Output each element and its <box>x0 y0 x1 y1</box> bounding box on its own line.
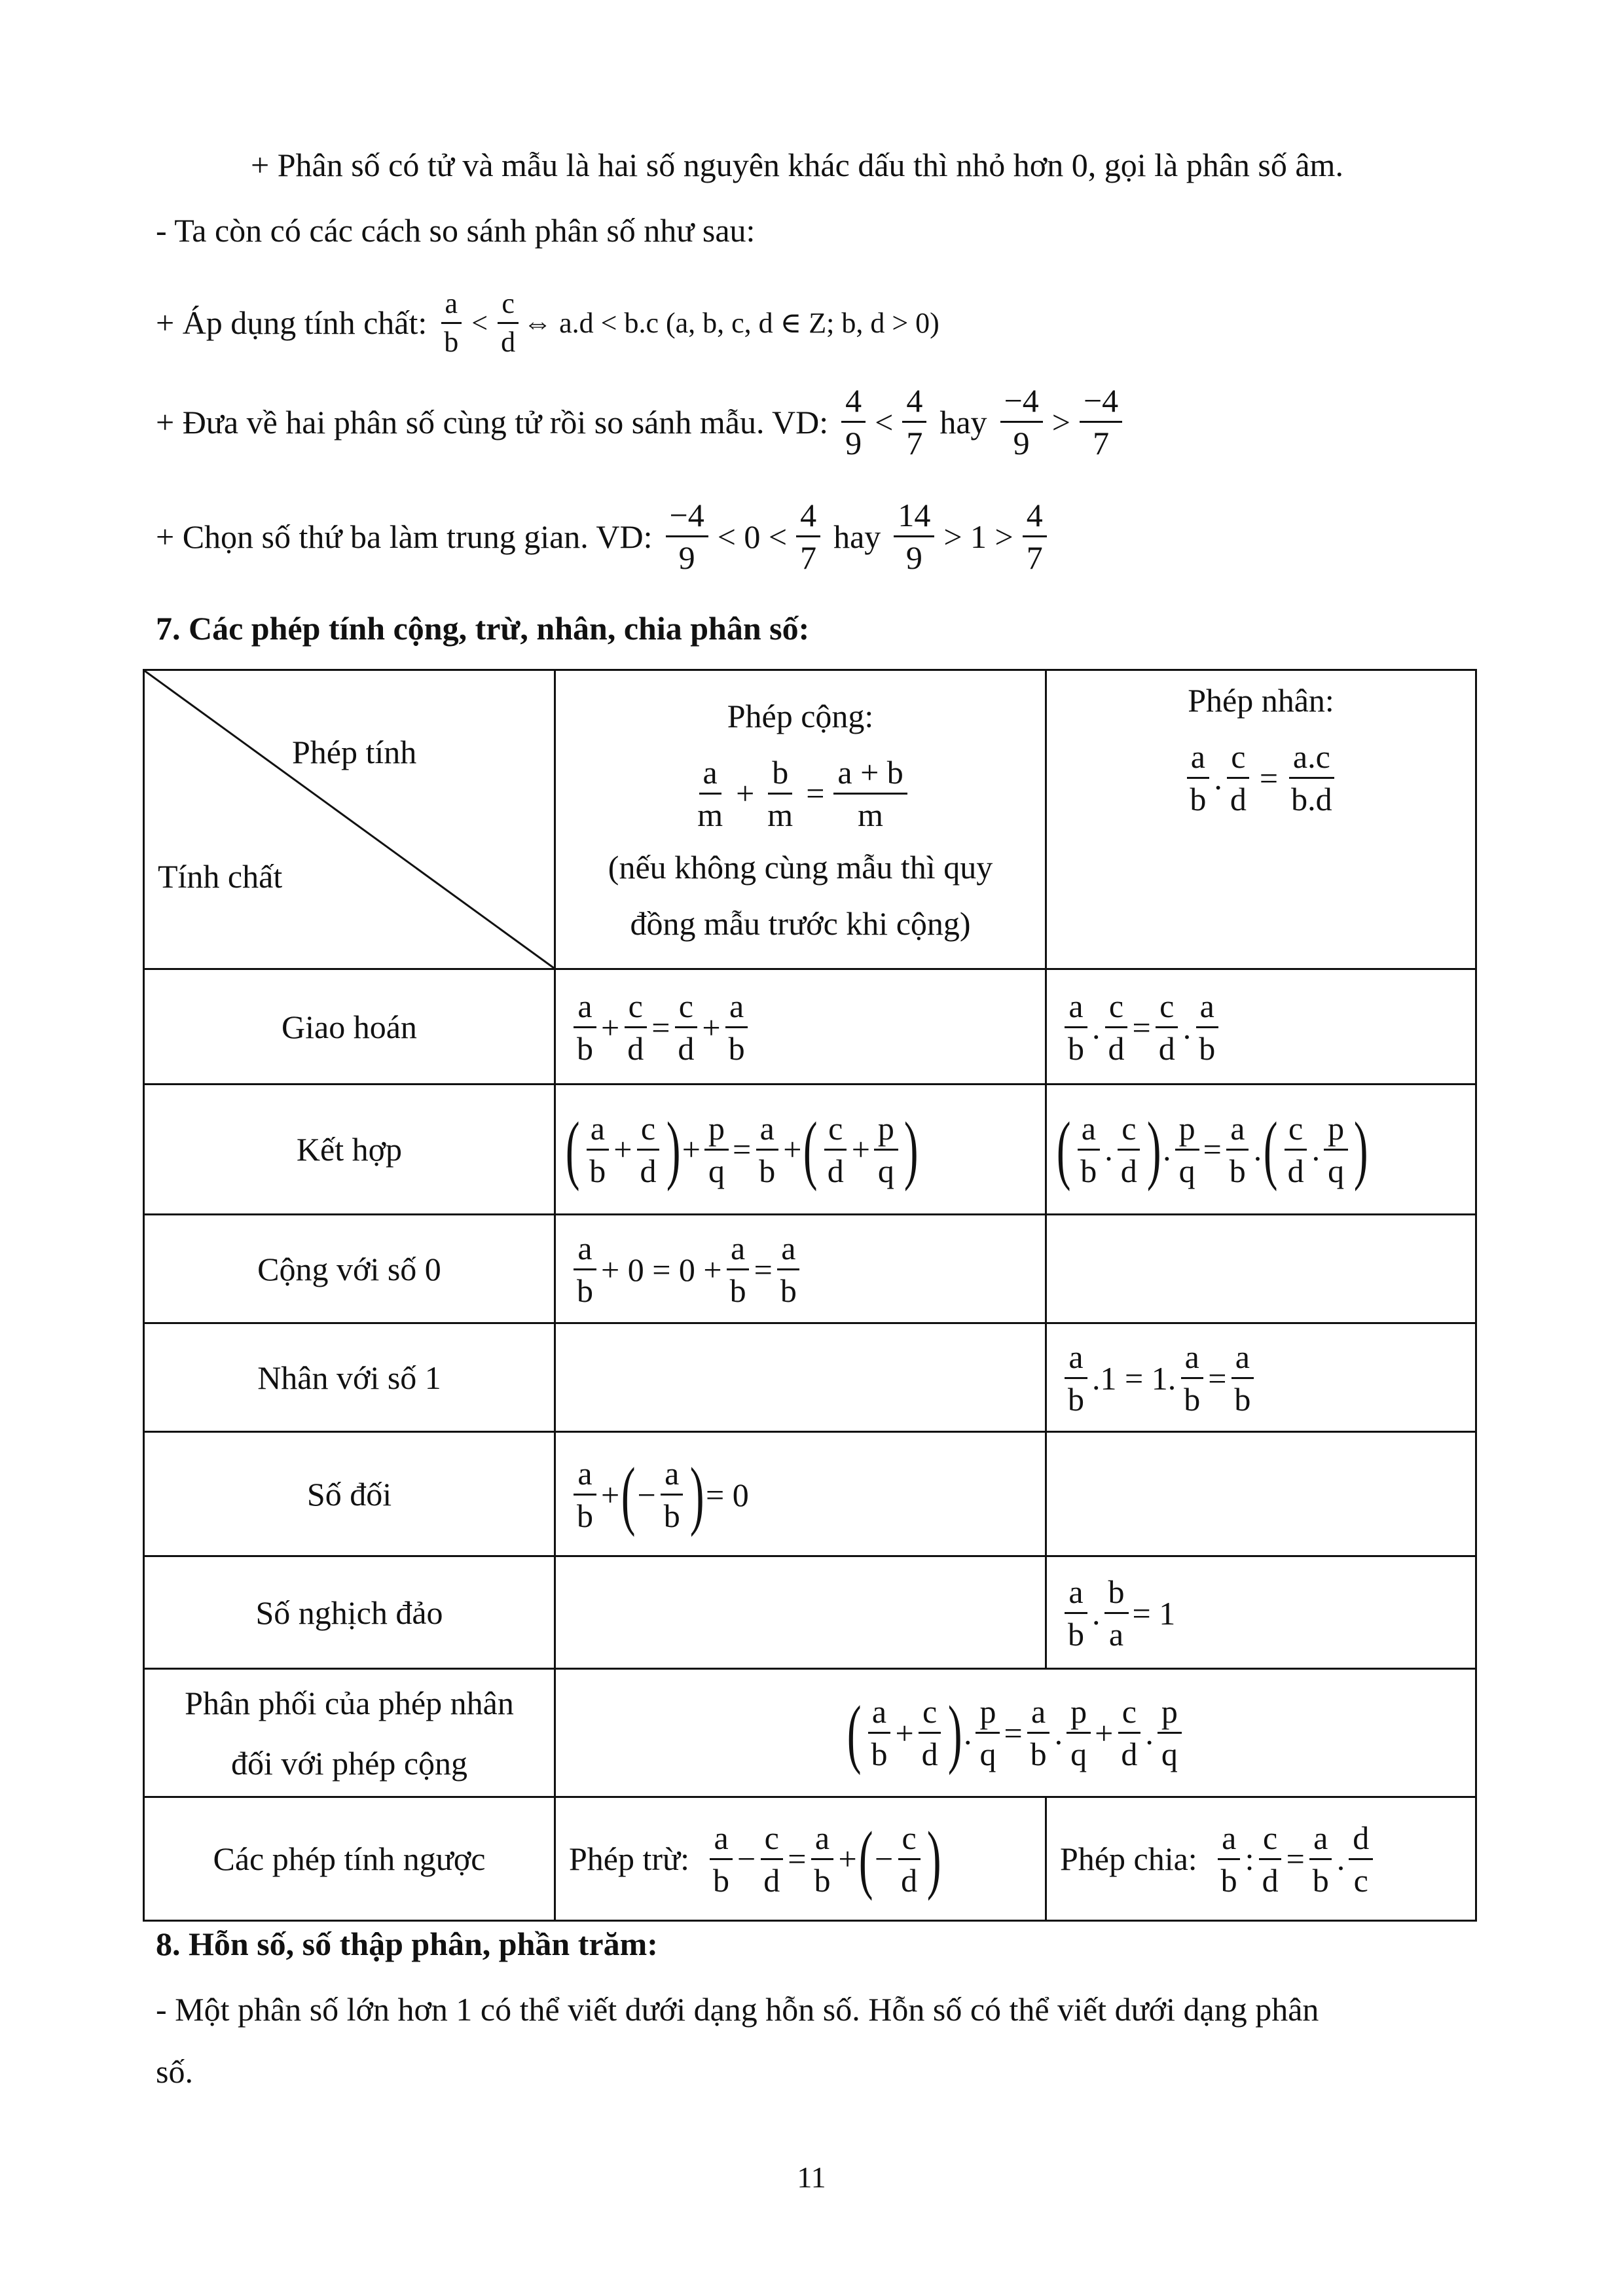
row-inverse-operations: Các phép tính ngược <box>144 1797 555 1921</box>
multiply-one-empty <box>555 1323 1046 1432</box>
add-zero-formula: $\frac{a}{b}$ + 0 = 0 + $\frac{a}{b}$ = $\frac{a}{b}$ <box>555 1215 1046 1323</box>
reciprocal-empty <box>555 1556 1046 1669</box>
multiply-one-formula: $\frac{a}{b}$ .1 = 1. $\frac{a}{b}$ = $\frac{a}{b}$ <box>1046 1323 1476 1432</box>
associative-addition: ( $\frac{a}{b}$ + $\frac{c}{d}$ ) + $\frac{p}{q}$ = $\frac{a}{b}$ + ( $\frac{c}{d}$ + $\frac{p}{q}$ ) <box>555 1085 1046 1215</box>
commutative-multiplication: $\frac{a}{b}$ . $\frac{c}{d}$ = $\frac{c}{d}$ . $\frac{a}{b}$ <box>1046 969 1476 1085</box>
same-numerator-line <box>156 383 1126 461</box>
property-prefix: + Áp dụng tính chất: <box>156 304 428 342</box>
addition-header-cell <box>555 670 1046 969</box>
associative-multiplication: ( $\frac{a}{b}$ . $\frac{c}{d}$ ) . $\frac{p}{q}$ = $\frac{a}{b}$ . ( $\frac{c}{d}$ . $\frac{p}{q}$ ) <box>1046 1085 1476 1215</box>
same-numerator-example: $\frac{4}{9}$ < $\frac{4}{7}$ hay $\frac{-4}{9}$ > $\frac{-4}{7}$ <box>837 383 1126 461</box>
subtraction-cell: Phép trừ: $\frac{a}{b}$ − $\frac{c}{d}$ = $\frac{a}{b}$ + ( − $\frac{c}{d}$ ) <box>555 1797 1046 1921</box>
row-add-zero: Cộng với số 0 <box>144 1215 555 1323</box>
page-number: 11 <box>797 2161 826 2194</box>
division-cell: Phép chia: $\frac{a}{b}$ : $\frac{c}{d}$ = $\frac{a}{b}$ . $\frac{d}{c}$ <box>1046 1797 1476 1921</box>
corner-property-label: Tính chất <box>158 858 283 895</box>
distributive-formula: ( $\frac{a}{b}$ + $\frac{c}{d}$ ) . $\frac{p}{q}$ = $\frac{a}{b}$ . $\frac{p}{q}$ + $\frac{c}{d}$ . $\frac{p}{q}$ <box>555 1669 1476 1797</box>
row-distributive <box>144 1669 555 1797</box>
intermediate-example: $\frac{-4}{9}$ < 0 < $\frac{4}{7}$ hay $\frac{14}{9}$ > 1 > $\frac{4}{7}$ <box>662 497 1051 575</box>
comparison-methods-intro: - Ta còn có các cách so sánh phân số như sau: <box>156 212 756 249</box>
property-line <box>156 288 939 357</box>
row-associative: Kết hợp <box>144 1085 555 1215</box>
multiplication-header-cell <box>1046 670 1476 969</box>
intermediate-number-line <box>156 497 1051 575</box>
table-corner-cell <box>144 670 555 969</box>
addition-rule: $\frac{a}{m}$ + $\frac{b}{m}$ = $\frac{a + b}{m}$ <box>689 755 911 833</box>
section-7-heading: 7. Các phép tính cộng, trừ, nhân, chia phân số: <box>156 610 810 647</box>
addition-title: Phép cộng: <box>727 697 874 734</box>
row-multiply-one: Nhân với số 1 <box>144 1323 555 1432</box>
section-8-heading: 8. Hỗn số, số thập phân, phần trăm: <box>156 1926 658 1962</box>
add-zero-empty <box>1046 1215 1476 1323</box>
negative-fraction-rule: + Phân số có tử và mẫu là hai số nguyên khác dấu thì nhỏ hơn 0, gọi là phân số âm. <box>251 147 1343 183</box>
opposite-empty <box>1046 1432 1476 1556</box>
distributive-label-1: Phân phối của phép nhân <box>185 1684 514 1721</box>
mixed-number-paragraph-line-1: - Một phân số lớn hơn 1 có thể viết dưới dạng hỗn số. Hỗn số có thể viết dưới dạng phân <box>156 1991 1319 2028</box>
mixed-number-paragraph-line-2: số. <box>156 2053 193 2090</box>
subtraction-label: Phép trừ: <box>569 1840 690 1877</box>
multiplication-title: Phép nhân: <box>1188 682 1334 719</box>
division-label: Phép chia: <box>1060 1840 1197 1877</box>
property-condition: ⇔ a.d < b.c (a, b, c, d ∈ Z; b, d > 0) <box>523 306 939 339</box>
multiplication-rule: $\frac{a}{b}$ . $\frac{c}{d}$ = $\frac{a.c}{b.d}$ <box>1182 739 1340 817</box>
addition-note-line-1: (nếu không cùng mẫu thì quy <box>608 848 993 886</box>
intermediate-prefix: + Chọn số thứ ba làm trung gian. VD: <box>156 518 653 555</box>
opposite-formula: $\frac{a}{b}$ + ( − $\frac{a}{b}$ ) = 0 <box>555 1432 1046 1556</box>
addition-note-line-2: đồng mẫu trước khi cộng) <box>630 905 971 942</box>
row-opposite: Số đối <box>144 1432 555 1556</box>
comparison-formula: $\frac{a}{b}$ < $\frac{c}{d}$ <box>436 288 523 357</box>
row-reciprocal: Số nghịch đảo <box>144 1556 555 1669</box>
fraction-operations-table <box>143 669 1477 1922</box>
distributive-label-2: đối với phép cộng <box>230 1744 468 1782</box>
corner-operation-label: Phép tính <box>292 734 417 770</box>
row-commutative: Giao hoán <box>144 969 555 1085</box>
commutative-addition: $\frac{a}{b}$ + $\frac{c}{d}$ = $\frac{c}{d}$ + $\frac{a}{b}$ <box>555 969 1046 1085</box>
same-numerator-prefix: + Đưa về hai phân số cùng tử rồi so sánh mẫu. VD: <box>156 403 829 440</box>
reciprocal-formula: $\frac{a}{b}$ . $\frac{b}{a}$ = 1 <box>1046 1556 1476 1669</box>
